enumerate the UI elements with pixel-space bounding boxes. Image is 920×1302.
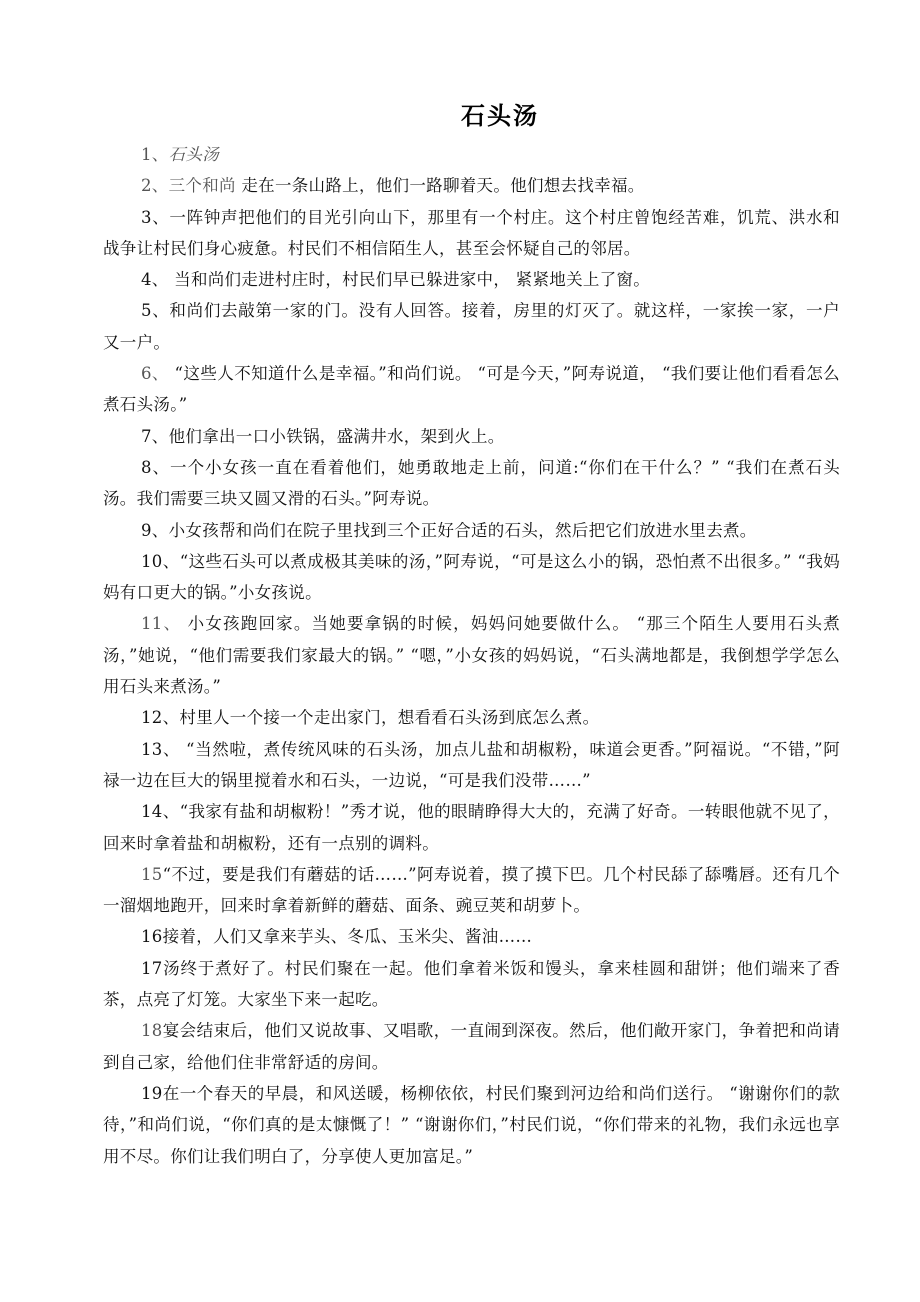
paragraph-text: 19在一个春天的早晨，和风送暖，杨柳依依，村民们聚到河边给和尚们送行。 “谢谢你们的款待，”和尚们说，“你们真的是太慷慨了！” “谢谢你们，”村民们说，“你们带来的礼物，我们永远也享用不尽。你们让我们明白了，分享使人更加富足。” [103, 1083, 840, 1166]
paragraph-text: 小女孩跑回家。当她要拿锅的时候，妈妈问她要做什么。 “那三个陌生人要用石头煮汤，”她说，“他们需要我们家最大的锅。” “嗯，”小女孩的妈妈说，“石头满地都是，我倒想学学怎么用石头来煮汤。” [103, 614, 840, 697]
story-paragraph [103, 702, 840, 733]
paragraph-text: 7、他们拿出一口小铁锅，盛满井水，架到火上。 [141, 426, 505, 446]
paragraph-text: “不过，要是我们有蘑菇的话……”阿寿说着，摸了摸下巴。几个村民舔了舔嘴唇。还有几个一溜烟地跑开，回来时拿着新鲜的蘑菇、面条、豌豆荚和胡萝卜。 [103, 864, 840, 916]
paragraph-heading: 石头汤 [168, 145, 220, 164]
page-title: 石头汤 [461, 102, 539, 130]
paragraph-text: 3、一阵钟声把他们的目光引向山下，那里有一个村庄。这个村庄曾饱经苦难，饥荒、洪水和战争让村民们身心疲惫。村民们不相信陌生人，甚至会怀疑自己的邻居。 [103, 207, 840, 258]
story-paragraph [103, 921, 840, 952]
story-body [103, 139, 840, 1172]
story-paragraph [103, 1015, 840, 1078]
story-paragraph [103, 139, 840, 170]
story-paragraph [103, 796, 840, 859]
story-paragraph [103, 421, 840, 452]
paragraph-text: “这些人不知道什么是幸福。”和尚们说。 “可是今天，”阿寿说道， “我们要让他们看看怎么煮石头汤。” [103, 364, 840, 415]
paragraph-text: 8、一个小女孩一直在看着他们，她勇敢地走上前，问道:“你们在干什么？” “我们在煮石头汤。我们需要三块又圆又滑的石头。”阿寿说。 [103, 457, 840, 509]
story-paragraph [103, 1078, 840, 1172]
story-paragraph [103, 859, 840, 922]
paragraph-text: 16接着，人们又拿来芋头、冬瓜、玉米尖、酱油…… [141, 927, 533, 947]
paragraph-number: 18 [141, 1021, 163, 1041]
paragraph-text: 4、 当和尚们走进村庄时，村民们早已躲进家中， 紧紧地关上了窗。 [141, 270, 651, 290]
paragraph-text: 5、和尚们去敲第一家的门。没有人回答。接着，房里的灯灭了。就这样，一家挨一家，一户又一户。 [103, 301, 840, 352]
story-paragraph [103, 546, 840, 609]
paragraph-text: 17汤终于煮好了。村民们聚在一起。他们拿着米饭和馒头，拿来桂圆和甜饼；他们端来了香茶，点亮了灯笼。大家坐下来一起吃。 [103, 958, 840, 1010]
paragraph-text: 12、村里人一个接一个走出家门，想看看石头汤到底怎么煮。 [141, 708, 600, 728]
paragraph-text: 9、小女孩帮和尚们在院子里找到三个正好合适的石头，然后把它们放进水里去煮。 [141, 520, 757, 540]
story-paragraph [103, 295, 840, 358]
paragraph-text: 宴会结束后，他们又说故事、又唱歌，一直闹到深夜。然后，他们敞开家门，争着把和尚请到自己家，给他们住非常舒适的房间。 [103, 1021, 840, 1072]
paragraph-number: 2、三个和尚 [141, 176, 236, 196]
story-paragraph [103, 452, 840, 515]
story-paragraph [103, 608, 840, 702]
story-paragraph [103, 170, 840, 201]
story-paragraph [103, 202, 840, 265]
story-paragraph [103, 264, 840, 295]
story-paragraph [103, 358, 840, 421]
paragraph-number: 11、 [141, 614, 182, 634]
paragraph-text: 14、“我家有盐和胡椒粉！”秀才说，他的眼睛睁得大大的，充满了好奇。一转眼他就不见了，回来时拿着盐和胡椒粉，还有一点别的调料。 [103, 802, 840, 853]
paragraph-text: 10、“这些石头可以煮成极其美味的汤，”阿寿说，“可是这么小的锅，恐怕煮不出很多。” “我妈妈有口更大的锅。”小女孩说。 [103, 551, 840, 603]
story-paragraph [103, 953, 840, 1016]
story-paragraph [103, 734, 840, 797]
paragraph-text: 走在一条山路上，他们一路聊着天。他们想去找幸福。 [235, 176, 645, 196]
story-paragraph [103, 515, 840, 546]
paragraph-number: 6、 [141, 364, 169, 384]
paragraph-number: 1、 [141, 145, 169, 164]
paragraph-text: 13、 “当然啦，煮传统风味的石头汤，加点儿盐和胡椒粉，味道会更香。”阿福说。“不错，”阿禄一边在巨大的锅里搅着水和石头，一边说，“可是我们没带……” [103, 739, 840, 790]
paragraph-number: 15 [141, 864, 163, 884]
